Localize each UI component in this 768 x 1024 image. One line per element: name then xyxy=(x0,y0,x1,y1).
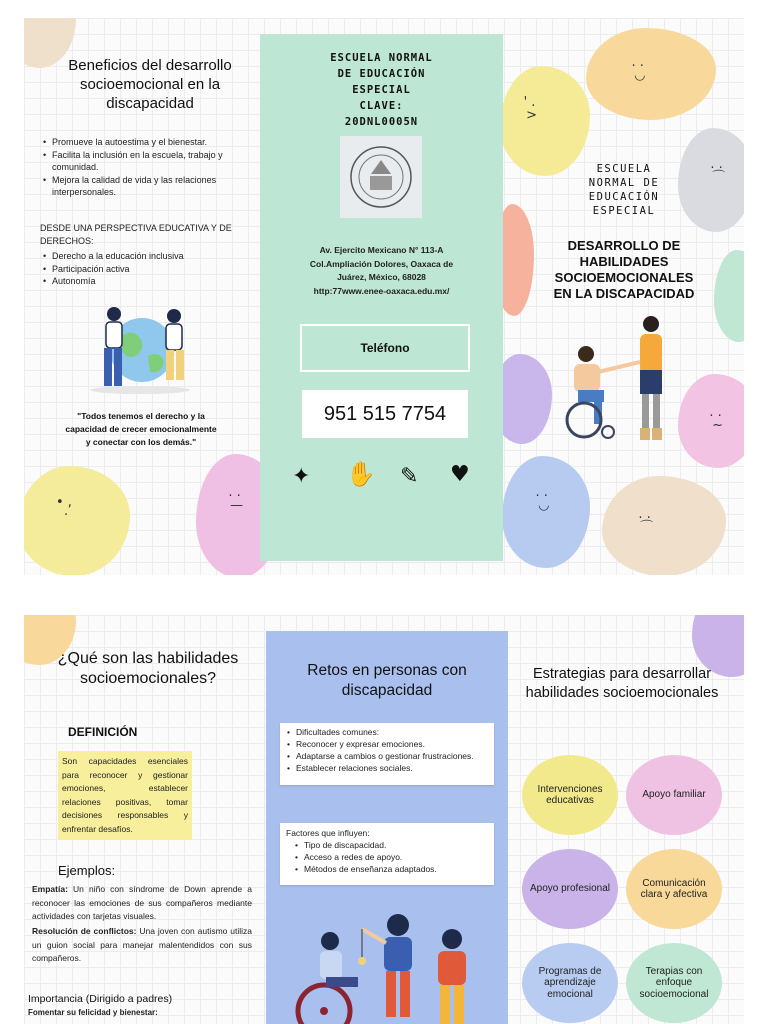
pen-icon: ✎ xyxy=(400,464,419,489)
strategy-circle xyxy=(522,755,618,835)
address-block xyxy=(274,244,489,298)
factors-list xyxy=(286,839,488,875)
school-line: DE EDUCACIÓN xyxy=(337,68,426,80)
cover-title xyxy=(530,238,718,302)
factors-intro: Factores que influyen: xyxy=(286,828,370,838)
school-line: ESCUELA NORMAL xyxy=(330,52,433,64)
phone-number[interactable]: 951 515 7754 xyxy=(323,402,447,425)
strategy-circle xyxy=(522,849,618,929)
example-empathy xyxy=(32,883,252,924)
inclusion-quote: "Todos tenemos el derecho y la capacidad de crecer emocionalmente y conectar con los demás." xyxy=(65,411,217,447)
challenges-note-1 xyxy=(280,723,494,785)
list-item: • Facilita la inclusión en la escuela, trabajo y comunidad. xyxy=(40,149,236,174)
strategies-title: Estrategias para desarrollar habilidades socioemocionales xyxy=(525,666,719,701)
benefits-list xyxy=(40,136,236,199)
cover-school-name xyxy=(574,162,674,218)
phone-number-box xyxy=(302,390,468,438)
globe-people-illustration xyxy=(80,300,200,396)
contact-panel xyxy=(260,34,503,561)
list-item: • Autonomía xyxy=(40,275,236,288)
challenges-title: Retos en personas con discapacidad xyxy=(307,662,467,699)
example-text: Una joven con autismo utiliza un guion social para manejar malentendidos con sus compañeros. xyxy=(32,926,252,963)
face-icon: • , · xyxy=(56,495,72,523)
school-line: ESPECIAL xyxy=(592,205,656,217)
importance-text: Fomentar su felicidad y bienestar: xyxy=(28,1008,158,1017)
face-icon: . . ◡ xyxy=(631,55,646,83)
list-item: • Mejora la calidad de vida y las relaciones interpersonales. xyxy=(40,174,236,199)
school-seal-icon xyxy=(340,136,422,218)
blob-beige-face xyxy=(602,476,726,575)
list-item: • Adaptarse a cambios o gestionar frustraciones. xyxy=(284,750,490,762)
face-icon: . . ~ xyxy=(709,405,724,433)
face-icon: . . ⌒ xyxy=(710,157,726,185)
phone-label-box xyxy=(300,324,470,372)
wheelchair-friends-illustration xyxy=(564,314,676,446)
cover-title-line: SOCIOEMOCIONALES xyxy=(554,270,694,285)
blob-orange-face xyxy=(586,28,716,120)
strategy-label: Comunicación clara y afectiva xyxy=(640,877,708,900)
challenges-list xyxy=(284,726,490,774)
brochure-outside xyxy=(24,18,744,575)
example-label: Empatía: xyxy=(32,884,68,894)
brochure-inside xyxy=(24,615,744,1024)
school-name-block xyxy=(280,50,483,130)
school-line: EDUCACIÓN xyxy=(588,191,660,203)
strategy-circle xyxy=(522,943,618,1023)
definition-label: DEFINICIÓN xyxy=(68,725,138,739)
strategy-label: Intervenciones educativas xyxy=(537,783,603,806)
face-icon: . . ⌒ xyxy=(638,507,654,535)
example-text: Un niño con síndrome de Down aprende a reconocer las emociones de sus compañeros mediante actividades con tarjetas visuales. xyxy=(32,884,252,921)
cover-title-line: HABILIDADES xyxy=(579,254,669,269)
list-item: • Reconocer y expresar emociones. xyxy=(284,738,490,750)
kids-playing-illustration xyxy=(286,911,486,1024)
strategy-label: Apoyo familiar xyxy=(642,789,706,801)
school-line: ESPECIAL xyxy=(352,84,411,96)
website-link[interactable]: http:77www.enee-oaxaca.edu.mx/ xyxy=(313,285,450,296)
definition-section-title: ¿Qué son las habilidades socioemocionales? xyxy=(57,650,239,687)
strategy-circle xyxy=(626,943,722,1023)
blob-green-edge xyxy=(714,250,744,342)
strategy-label: Programas de aprendizaje emocional xyxy=(538,965,602,1000)
example-conflict xyxy=(32,925,252,966)
cover-title-line: DESARROLLO DE xyxy=(567,238,681,253)
list-item: • Participación activa xyxy=(40,263,236,276)
benefits-title: Beneficios del desarrollo socioemocional en la discapacidad xyxy=(68,57,232,112)
strategy-circle xyxy=(626,849,722,929)
raised-hand-icon: ✋ xyxy=(346,460,376,488)
list-item: • Promueve la autoestima y el bienestar. xyxy=(40,136,236,149)
examples-label: Ejemplos: xyxy=(58,863,116,878)
face-icon: . . — xyxy=(228,485,244,513)
challenges-panel xyxy=(266,631,508,1024)
list-item: • Tipo de discapacidad. xyxy=(292,839,488,851)
importance-label: Importancia (Dirigido a padres) xyxy=(28,993,173,1005)
stars-icon: ✦ xyxy=(292,464,311,489)
school-line: 20DNL0005N xyxy=(344,116,419,128)
strategy-label: Terapias con enfoque socioemocional xyxy=(639,965,709,1000)
blob-yellow-face xyxy=(500,66,590,176)
list-item: • Derecho a la educación inclusiva xyxy=(40,250,236,263)
school-line: ESCUELA xyxy=(596,163,652,175)
rights-list xyxy=(40,250,236,288)
heart-hand-icon: ♥ xyxy=(450,462,470,487)
school-line: CLAVE: xyxy=(359,100,404,112)
challenges-note-2 xyxy=(280,823,494,885)
example-label: Resolución de conflictos: xyxy=(32,926,137,936)
address-line: Av. Ejercito Mexicano N° 113-A xyxy=(319,245,444,255)
school-line: NORMAL DE xyxy=(588,177,660,189)
definition-text: Son capacidades esenciales para reconocer y gestionar emociones, establecer relaciones positivas, tomar decisiones responsables y enfrentar desafíos. xyxy=(58,751,192,840)
face-icon: ' . > xyxy=(523,95,538,123)
strategy-circle xyxy=(626,755,722,835)
list-item: • Métodos de enseñanza adaptados. xyxy=(292,863,488,875)
phone-label: Teléfono xyxy=(360,341,410,355)
list-item: • Acceso a redes de apoyo. xyxy=(292,851,488,863)
list-item: • Establecer relaciones sociales. xyxy=(284,762,490,774)
cover-title-line: EN LA DISCAPACIDAD xyxy=(553,286,695,301)
blob-yellow-face xyxy=(24,466,130,575)
rights-subheading: DESDE UNA PERSPECTIVA EDUCATIVA Y DE DERECHOS: xyxy=(40,223,232,246)
face-icon: . . ◡ xyxy=(535,485,550,513)
address-line: Col.Ampliación Dolores, Oaxaca de xyxy=(309,258,454,269)
address-line: Juárez, México, 68028 xyxy=(337,272,426,282)
list-item: • Dificultades comunes: xyxy=(284,726,490,738)
strategy-label: Apoyo profesional xyxy=(529,883,611,895)
